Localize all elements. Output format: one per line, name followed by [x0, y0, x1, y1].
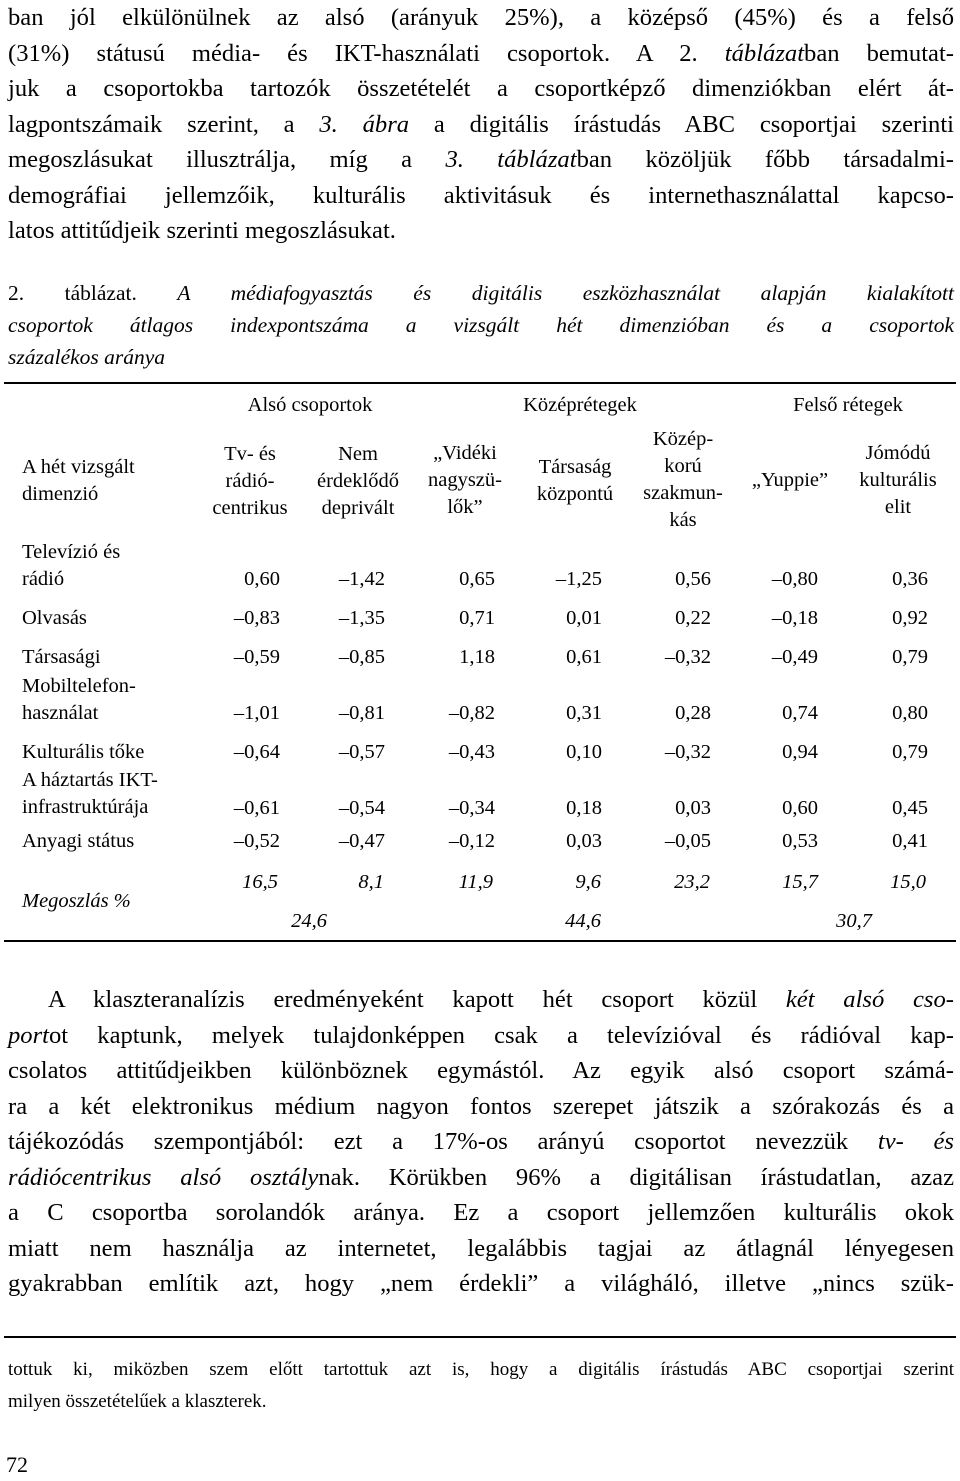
- column-header: [195, 441, 305, 522]
- distribution-cell: 16,5: [242, 871, 278, 893]
- column-header-line: kás: [669, 509, 697, 531]
- table-cell: 0,79: [892, 741, 928, 763]
- table-cell: –0,82: [448, 702, 495, 724]
- column-header-line: „Vidéki: [433, 442, 497, 464]
- row-label: Olvasás: [22, 607, 87, 629]
- table-cell: 0,60: [782, 797, 818, 819]
- table-cell: –0,61: [233, 797, 280, 819]
- column-header-line: központú: [536, 483, 614, 505]
- table-cell: –0,57: [338, 741, 385, 763]
- column-header-line: Nem: [338, 443, 378, 465]
- table-cell: 0,41: [892, 830, 928, 852]
- table-cell: 0,79: [892, 646, 928, 668]
- table-cell: 0,03: [566, 830, 602, 852]
- column-header-line: nagyszü-: [427, 469, 502, 491]
- table-cell: –1,25: [555, 568, 602, 590]
- row-label: Anyagi státus: [22, 830, 135, 852]
- group-header-lower: Alsó csoportok: [247, 394, 373, 416]
- row-label: Társasági: [22, 646, 101, 668]
- caption-title-part: A médiafogyasztás és digitális eszközhasználat alapján kialakított: [177, 281, 955, 305]
- table-cell: –1,35: [338, 607, 385, 629]
- column-header-line: érdeklődő: [317, 470, 399, 492]
- table-cell: 0,18: [566, 797, 602, 819]
- text-line: tájékozódás szempontjából: ezt a 17%-os arányú csoportot nevezzük tv- és: [8, 1128, 954, 1155]
- table-cell: –0,64: [233, 741, 280, 763]
- body-paragraph: [8, 982, 954, 1302]
- table-cell: 0,28: [675, 702, 711, 724]
- table-cell: 0,65: [459, 568, 495, 590]
- distribution-label: Megoszlás %: [22, 890, 131, 912]
- group-distribution-cell: 24,6: [291, 910, 327, 932]
- text-line: rádiócentrikus alsó osztálynak. Körükben 96% a digitálisan írástudatlan, azaz: [8, 1163, 954, 1191]
- column-header: [735, 467, 845, 494]
- text-line: gyakrabban említik azt, hogy „nem érdekli” a világháló, illetve „nincs szük-: [8, 1270, 954, 1297]
- distribution-cell: 15,7: [782, 871, 818, 893]
- row-label-line: A háztartás IKT-: [22, 769, 158, 791]
- row-label-line: használat: [22, 702, 99, 724]
- table-cell: –0,05: [664, 830, 711, 852]
- table-cell: –0,43: [448, 741, 495, 763]
- column-header: [842, 440, 954, 521]
- column-header-line: „Yuppie”: [751, 469, 829, 491]
- distribution-cell: 8,1: [358, 871, 384, 893]
- table-cell: –0,49: [771, 646, 818, 668]
- column-header-line: Társaság: [538, 456, 612, 478]
- column-header-line: szakmun-: [643, 482, 723, 504]
- text-line: ra a két elektronikus médium nagyon fontos szerepet játszik a szórakozás és a: [8, 1092, 954, 1120]
- table-cell: –0,52: [233, 830, 280, 852]
- table-cell: 0,31: [566, 702, 602, 724]
- table-cell: –0,34: [448, 797, 495, 819]
- group-header-middle: Középrétegek: [523, 394, 637, 416]
- table-caption: [8, 277, 954, 373]
- column-header-line: lők”: [447, 496, 483, 518]
- table-cell: 0,71: [459, 607, 495, 629]
- table-cell: 0,94: [782, 741, 818, 763]
- table-top-rule: [4, 382, 956, 384]
- row-header-line: A hét vizsgált: [22, 456, 135, 478]
- page-number: 72: [6, 1452, 28, 1477]
- table-cell: –0,85: [338, 646, 385, 668]
- column-header: [628, 426, 738, 534]
- table-cell: –1,01: [233, 702, 280, 724]
- group-distribution-cell: 30,7: [836, 910, 872, 932]
- table-cell: 0,10: [566, 741, 602, 763]
- row-label-line: Televízió és: [22, 541, 121, 563]
- group-distribution-cell: 44,6: [565, 910, 601, 932]
- table-cell: –0,32: [664, 646, 711, 668]
- table-cell: 0,74: [782, 702, 818, 724]
- row-label: [22, 539, 120, 593]
- row-label-line: rádió: [22, 568, 65, 590]
- table-cell: –0,12: [448, 830, 495, 852]
- column-header-line: Jómódú: [865, 442, 931, 464]
- table-cell: –0,59: [233, 646, 280, 668]
- table-bottom-rule: [4, 940, 956, 942]
- table-cell: –0,81: [338, 702, 385, 724]
- table-cell: 0,36: [892, 568, 928, 590]
- text-line: demográfiai jellemzőik, kulturális aktivitásuk és internethasználattal kapcso-: [8, 181, 954, 209]
- footnote-line: tottuk ki, miközben szem előtt tartottuk azt is, hogy a digitális írástudás ABC csoportjai szerint: [8, 1359, 954, 1380]
- table-cell: –0,32: [664, 741, 711, 763]
- column-header-line: centrikus: [212, 497, 288, 519]
- table-cell: –0,18: [771, 607, 818, 629]
- caption-line: [8, 309, 954, 341]
- column-header-line: rádió-: [225, 470, 275, 492]
- text-line: lagpontszámaik szerint, a 3. ábra a digitális írástudás ABC csoportjai szerinti: [8, 110, 954, 138]
- column-header-line: Tv- és: [224, 443, 276, 465]
- row-label-line: infrastruktúrája: [22, 796, 149, 818]
- caption-label: 2. táblázat.: [8, 281, 137, 305]
- row-header-line: dimenzió: [22, 483, 99, 505]
- distribution-cell: 9,6: [575, 871, 601, 893]
- caption-line: [8, 277, 954, 309]
- column-header-line: elit: [884, 496, 912, 518]
- row-header-label: [22, 454, 135, 508]
- column-header-line: Közép-: [652, 428, 714, 450]
- column-header: [520, 454, 630, 508]
- row-label: [22, 673, 136, 727]
- text-line: csolatos attitűdjeikben különböznek egymástól. Az egyik alsó csoport számá-: [8, 1057, 954, 1084]
- caption-line: [8, 341, 954, 373]
- column-header: [303, 441, 413, 522]
- text-line: (31%) státusú média- és IKT-használati csoportok. A 2. táblázatban bemutat-: [8, 39, 954, 67]
- footnote-rule: [4, 1336, 956, 1338]
- caption-title-part: csoportok átlagos indexpontszáma a vizsgált hét dimenzióban és a csoportok: [8, 313, 954, 337]
- table-cell: 0,22: [675, 607, 711, 629]
- table-cell: –0,47: [338, 830, 385, 852]
- text-line: a C csoportba sorolandók aránya. Ez a csoport jellemzően kulturális okok: [8, 1199, 954, 1226]
- table-cell: –0,83: [233, 607, 280, 629]
- column-header-line: kulturális: [859, 469, 937, 491]
- text-line: portot kaptunk, melyek tulajdonképpen csak a televízióval és rádióval kap-: [8, 1021, 954, 1049]
- table-cell: 0,45: [892, 797, 928, 819]
- table-cell: 0,56: [675, 568, 711, 590]
- table-cell: 0,53: [782, 830, 818, 852]
- intro-paragraph: [8, 0, 954, 249]
- distribution-cell: 23,2: [674, 871, 710, 893]
- row-label: [22, 767, 158, 821]
- text-line: megoszlásukat illusztrálja, míg a 3. táblázatban közöljük főbb társadalmi-: [8, 146, 954, 173]
- column-header-line: deprivált: [321, 497, 395, 519]
- table-cell: –0,54: [338, 797, 385, 819]
- table-cell: 0,61: [566, 646, 602, 668]
- footnote-line: milyen összetételűek a klaszterek.: [8, 1391, 267, 1412]
- column-header-line: korú: [664, 455, 702, 477]
- text-line: ban jól elkülönülnek az alsó (arányuk 25%), a középső (45%) és a felső: [8, 4, 954, 31]
- text-line: juk a csoportokba tartozók összetételét a csoportképző dimenziókban elért át-: [8, 75, 954, 102]
- distribution-cell: 15,0: [890, 871, 926, 893]
- text-line: miatt nem használja az internetet, legalábbis tagjai az átlagnál lényegesen: [8, 1234, 954, 1262]
- footnote: [8, 1354, 954, 1418]
- text-line: latos attitűdjeik szerinti megoszlásukat.: [8, 217, 396, 244]
- table-cell: –0,80: [771, 568, 818, 590]
- table-cell: 1,18: [459, 646, 495, 668]
- table-cell: 0,80: [892, 702, 928, 724]
- row-label-line: Mobiltelefon-: [22, 675, 136, 697]
- table-cell: 0,03: [675, 797, 711, 819]
- table-cell: –1,42: [338, 568, 385, 590]
- caption-title-part: százalékos aránya: [8, 345, 166, 369]
- table-cell: 0,92: [892, 607, 928, 629]
- table-cell: 0,60: [244, 568, 280, 590]
- text-line: A klaszteranalízis eredményeként kapott hét csoport közül két alsó cso-: [48, 986, 954, 1013]
- table-cell: 0,01: [566, 607, 602, 629]
- row-label: Kulturális tőke: [22, 741, 145, 763]
- column-header: [410, 440, 520, 521]
- distribution-cell: 11,9: [458, 871, 493, 893]
- group-header-upper: Felső rétegek: [793, 394, 903, 416]
